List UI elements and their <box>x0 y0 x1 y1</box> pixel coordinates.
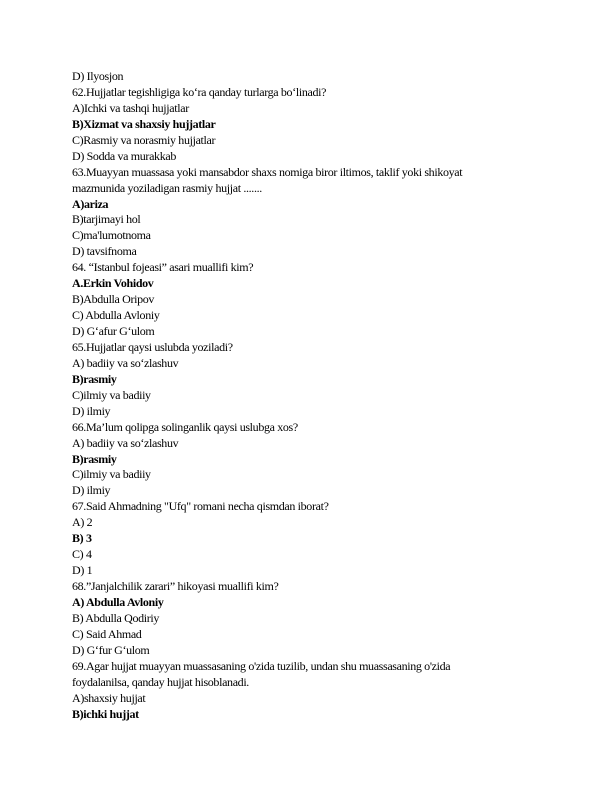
text-line: D) 1 <box>72 563 93 578</box>
text-line: D) tavsifnoma <box>72 244 137 259</box>
text-line: C) Said Ahmad <box>72 626 142 641</box>
text-line: 65.Hujjatlar qaysi uslubda yoziladi? <box>72 339 233 354</box>
answer-line: B)Xizmat va shaxsiy hujjatlar <box>72 116 216 131</box>
text-line: D) G‘fur G‘ulom <box>72 642 150 657</box>
text-line: 69.Agar hujjat muayyan muassasaning o'zida tuzilib, undan shu muassasaning o'zida <box>72 658 451 673</box>
text-line: D) Ilyosjon <box>72 69 124 83</box>
text-line: D) G‘afur G‘ulom <box>72 324 155 338</box>
answer-line: A.Erkin Vohidov <box>72 276 154 291</box>
text-line: C)ilmiy va badiiy <box>72 387 151 402</box>
text-line: 66.Ma’lum qolipga solinganlik qaysi uslubga xos? <box>72 419 298 434</box>
text-line: C) Abdulla Avloniy <box>72 308 160 323</box>
text-line: foydalanilsa, qanday hujjat hisoblanadi. <box>72 674 249 689</box>
answer-line: B)ichki hujjat <box>72 706 139 721</box>
answer-line: A)ariza <box>72 196 109 211</box>
text-line: 62.Hujjatlar tegishligiga ko‘ra qanday turlarga bo‘linadi? <box>72 84 327 99</box>
text-line: A) badiiy va so‘zlashuv <box>72 435 179 450</box>
text-line: A)Ichki va tashqi hujjatlar <box>72 100 189 115</box>
text-line: mazmunida yoziladigan rasmiy hujjat ....... <box>72 180 262 195</box>
text-line: A)shaxsiy hujjat <box>72 690 146 705</box>
text-line: 64. “Istanbul fojeasi” asari muallifi kim? <box>72 260 254 275</box>
text-line: 68.”Janjalchilik zarari” hikoyasi muallifi kim? <box>72 579 279 593</box>
text-line: D) Sodda va murakkab <box>72 148 176 163</box>
text-line: C)ilmiy va badiiy <box>72 467 151 482</box>
text-line: 63.Muayyan muassasa yoki mansabdor shaxs nomiga biror iltimos, taklif yoki shikoyat <box>72 164 463 179</box>
text-line: 67.Said Ahmadning "Ufq" romani necha qismdan iborat? <box>72 499 329 514</box>
text-line: A) badiiy va so‘zlashuv <box>72 355 179 370</box>
document-page <box>72 69 542 722</box>
answer-line: B)rasmiy <box>72 371 117 386</box>
answer-line: B) 3 <box>72 531 92 546</box>
text-line: B) Abdulla Qodiriy <box>72 610 160 625</box>
text-line: A) 2 <box>72 515 93 530</box>
answer-line: A) Abdulla Avloniy <box>72 594 164 609</box>
text-line: B)Abdulla Oripov <box>72 292 155 307</box>
text-line: B)tarjimayi hol <box>72 212 141 227</box>
text-line: C)ma'lumotnoma <box>72 228 151 243</box>
answer-line: B)rasmiy <box>72 451 117 466</box>
text-line: C) 4 <box>72 547 92 562</box>
text-line: C)Rasmiy va norasmiy hujjatlar <box>72 132 216 147</box>
text-line: D) ilmiy <box>72 403 111 418</box>
text-line: D) ilmiy <box>72 483 111 498</box>
